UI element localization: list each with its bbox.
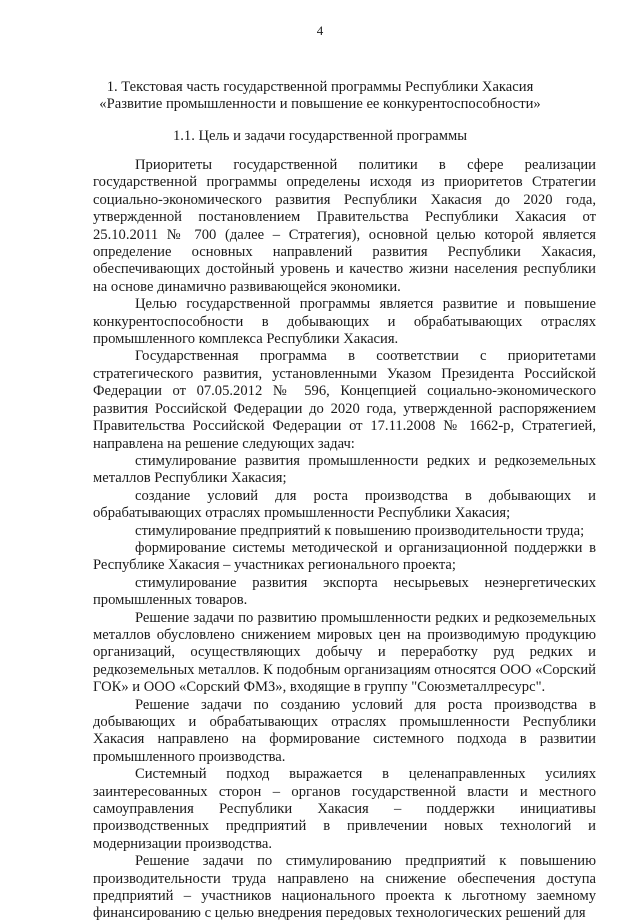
section-heading-line-1: 1. Текстовая часть государственной программы Республики Хакасия xyxy=(106,79,534,95)
task-item: стимулирование предприятий к повышению производительности труда; xyxy=(135,522,585,539)
task-item: создание условий для роста производства в добывающих и обрабатывающих отраслях промышленности Республики Хакасия; xyxy=(93,487,596,522)
subsection-heading: 1.1. Цель и задачи государственной программы xyxy=(172,128,468,144)
paragraph-tasks-intro: Государственная программа в соответствии с приоритетами стратегического развития, установленными Указом Президента Российской Федерации от 07.05.2012 № 596, Концепцией социально-экономического развития Российской Федерации до 2020 года, утвержденной распоряжением Правительства Российской Федерации от 17.11.2008 № 1662-р, Стратегией, направлена на решение следующих задач: xyxy=(93,348,596,452)
section-heading-line-2: «Развитие промышленности и повышение ее конкурентоспособности» xyxy=(99,96,541,112)
task-item: стимулирование развития экспорта несырьевых неэнергетических промышленных товаров. xyxy=(93,574,596,609)
body-text xyxy=(93,157,596,923)
paragraph-production-growth: Решение задачи по созданию условий для роста производства в добывающих и обрабатывающих отраслях промышленности Республики Хакасия направлено на формирование системного подхода в развитии промышленного производства. xyxy=(93,696,596,765)
paragraph-rare-metals: Решение задачи по развитию промышленности редких и редкоземельных металлов обусловлено снижением мировых цен на производимую продукцию организаций, осуществляющих добычу и переработку руд редких и редкоземельных металлов. К подобным организациям относятся ООО «Сорский ГОК» и ООО «Сорский ФМЗ», входящие в группу "Союзметаллресурс". xyxy=(93,609,596,696)
paragraph-system-approach: Системный подход выражается в целенаправленных усилиях заинтересованных сторон – органов государственной власти и местного самоуправления Республики Хакасия – поддержки инициативы производственных предприятий в привлечении новых технологий и модернизации производства. xyxy=(93,766,596,852)
task-item: стимулирование развития промышленности редких и редкоземельных металлов Республики Хакасия; xyxy=(93,452,596,487)
paragraph-productivity: Решение задачи по стимулированию предприятий к повышению производительности труда направлено на снижение обеспечения доступа предприятий – участников национального проекта к льготному заемному финансированию с целью внедрения передовых технологических решений для xyxy=(93,853,596,922)
paragraph-goal: Целью государственной программы является развитие и повышение конкурентоспособности в добывающих и обрабатывающих отраслях промышленного комплекса Республики Хакасия. xyxy=(93,296,596,348)
page-number: 4 xyxy=(316,23,324,38)
paragraph-priorities: Приоритеты государственной политики в сфере реализации государственной программы определены исходя из приоритетов Стратегии социально-экономического развития Республики Хакасия до 2020 года, утвержденной постановлением Правительства Республики Хакасия от 25.10.2011 № 700 (далее – Стратегия), основной целью которой является определение основных направлений развития Республики Хакасия, обеспечивающих достойный уровень и качество жизни населения республики на основе динамично развивающейся экономики. xyxy=(93,157,596,295)
task-item: формирование системы методической и организационной поддержки в Республике Хакасия – участниках регионального проекта; xyxy=(93,539,596,574)
